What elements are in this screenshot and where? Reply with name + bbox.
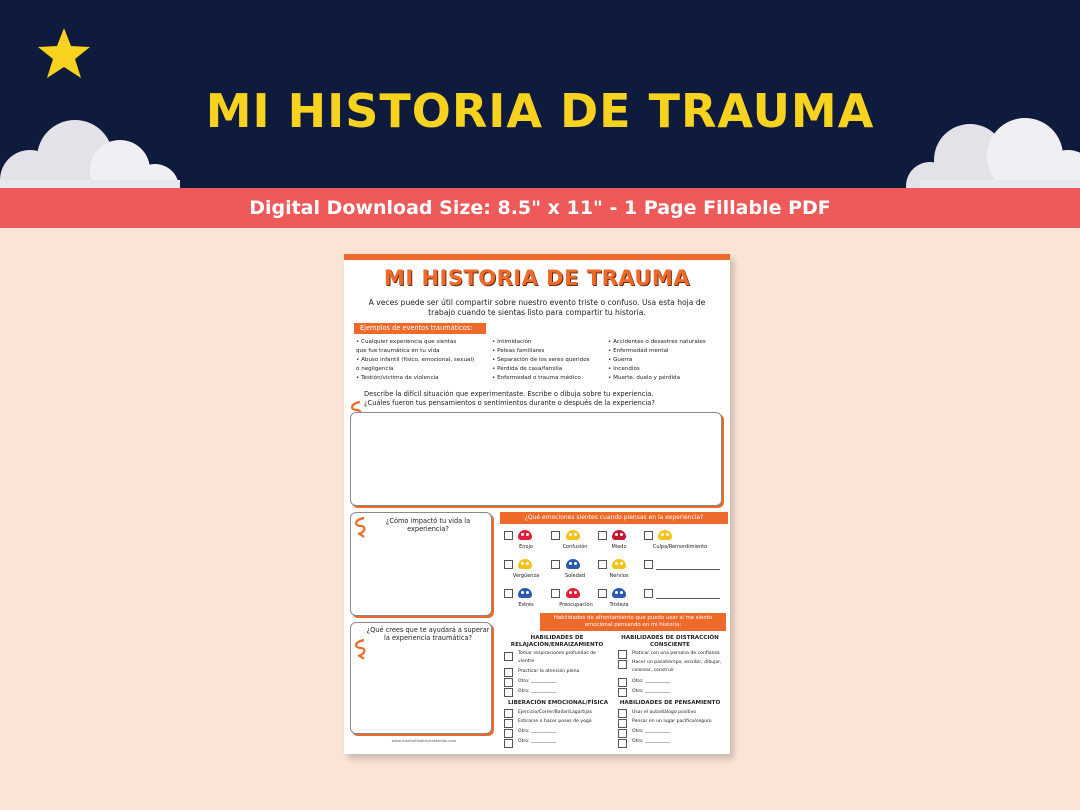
- emotion-icon: [518, 588, 532, 598]
- skill-checkbox[interactable]: [504, 739, 513, 748]
- download-strip: [0, 188, 1080, 228]
- emotion-write-line[interactable]: [656, 598, 720, 599]
- emotion-label: Culpa/Remordimiento: [652, 544, 708, 550]
- skill-checkbox[interactable]: [504, 719, 513, 728]
- emotion-label: Estrés: [518, 602, 534, 608]
- examples-label: Ejemplos de eventos traumáticos:: [354, 323, 486, 334]
- header-banner: [0, 0, 1080, 190]
- example-item: • Testión/víctima de violencia: [356, 375, 439, 381]
- skill-item: Otro: ___________: [632, 729, 671, 734]
- skill-item: vientre: [518, 659, 535, 664]
- emotion-checkbox[interactable]: [644, 560, 653, 569]
- worksheet-intro: A veces puede ser útil compartir sobre nuestro evento triste o confuso. Usa esta hoja de trabajo cuando te sientas listo para compartir tu historia.: [368, 298, 706, 317]
- skill-item: Otro: ___________: [518, 679, 557, 684]
- example-item: • Peleas familiares: [492, 348, 545, 354]
- emotion-icon: [518, 530, 532, 540]
- example-item: • Muerte, duelo y pérdida: [608, 375, 681, 381]
- emotion-label: Nervios: [609, 573, 629, 579]
- emotion-icon: [566, 530, 580, 540]
- describe-line-1: Describe la difícil situación que experimentaste. Escribe o dibuja sobre tu experiencia.: [364, 390, 654, 398]
- relax-skills-title: HABILIDADES DE RELAJACIÓN/ENRAIZAMIENTO: [510, 635, 604, 648]
- skill-checkbox[interactable]: [504, 729, 513, 738]
- emotion-write-line[interactable]: [656, 569, 720, 570]
- skill-item: Practicar la atención plena: [518, 669, 580, 674]
- skill-item: Platicar con una persona de confianza: [632, 651, 720, 656]
- example-item: o negligencia: [356, 366, 394, 372]
- download-info: Digital Download Size: 8.5" x 11" - 1 Page Fillable PDF: [249, 197, 831, 219]
- skill-item: Hacer un pasatiempo, escribir, dibujar,: [632, 660, 722, 665]
- emotion-checkbox[interactable]: [551, 560, 560, 569]
- skill-item: Ejercicio/Correr/Bailar/Lagartijas: [518, 710, 592, 715]
- emotion-checkbox[interactable]: [551, 531, 560, 540]
- emotion-icon: [612, 530, 626, 540]
- emotion-checkbox[interactable]: [504, 589, 513, 598]
- emotion-checkbox[interactable]: [644, 589, 653, 598]
- skill-checkbox[interactable]: [504, 709, 513, 718]
- help-question: ¿Qué crees que te ayudará a superar la experiencia traumática?: [366, 626, 490, 642]
- example-item: • Abuso infantil (físico, emocional, sexual): [356, 357, 475, 363]
- emotion-icon: [612, 559, 626, 569]
- skill-item: Pensar en un lugar pacífico/seguro: [632, 719, 712, 724]
- release-skills-title: LIBERACIÓN EMOCIONAL/FÍSICA: [507, 700, 609, 706]
- emotion-icon: [612, 588, 626, 598]
- emotion-icon: [566, 559, 580, 569]
- skill-checkbox[interactable]: [618, 709, 627, 718]
- distract-skills-title: HABILIDADES DE DISTRACCIÓN CONSCIENTE: [621, 635, 719, 648]
- emotion-checkbox[interactable]: [504, 531, 513, 540]
- skill-checkbox[interactable]: [618, 650, 627, 659]
- example-item: • Accidentes o desastres naturales: [608, 339, 706, 345]
- describe-line-2: ¿Cuáles fueron tus pensamientos o sentimientos durante o después de la experiencia?: [364, 399, 655, 407]
- example-item: que fue traumática en tu vida: [356, 348, 440, 354]
- emotion-label: Preocupación: [559, 602, 593, 608]
- emotion-label: Miedo: [611, 544, 627, 550]
- emotion-icon: [518, 559, 532, 569]
- emotion-label: Soledad: [564, 573, 586, 579]
- emotion-checkbox[interactable]: [551, 589, 560, 598]
- examples-column-1: [356, 338, 474, 383]
- footer-url: www.mentalhealthcenterkids.com: [391, 738, 457, 743]
- emotion-label: Confusión: [562, 544, 588, 550]
- emotion-checkbox[interactable]: [598, 589, 607, 598]
- skill-checkbox[interactable]: [618, 660, 627, 669]
- skill-item: Otro: ___________: [632, 739, 671, 744]
- page-title: MI HISTORIA DE TRAUMA: [205, 84, 875, 138]
- worksheet-top-stripe: [344, 254, 730, 260]
- emotion-icon: [566, 588, 580, 598]
- skill-item: Otro: ___________: [632, 689, 671, 694]
- emotion-icon: [658, 530, 672, 540]
- describe-prompt: [364, 390, 694, 408]
- skill-checkbox[interactable]: [504, 668, 513, 677]
- example-item: • Pérdida de casa/familia: [492, 366, 563, 372]
- skill-checkbox[interactable]: [618, 739, 627, 748]
- coping-skills-heading: Habilidades de afrontamiento que puedo usar si me siento emocional pensando en mi historia:: [540, 613, 726, 631]
- skill-item: Otro: ___________: [518, 729, 557, 734]
- emotion-checkbox[interactable]: [504, 560, 513, 569]
- skill-item: colorear, construir: [632, 668, 675, 673]
- example-item: • Intimidación: [492, 339, 532, 345]
- worksheet-preview: [344, 254, 730, 754]
- worksheet-title: MI HISTORIA DE TRAUMA: [383, 266, 691, 290]
- skill-checkbox[interactable]: [618, 719, 627, 728]
- skill-checkbox[interactable]: [618, 678, 627, 687]
- emotion-label: Tristeza: [609, 602, 629, 608]
- example-item: • Guerra: [608, 357, 633, 363]
- skill-checkbox[interactable]: [504, 652, 513, 661]
- example-item: • Incendios: [608, 366, 640, 372]
- emotion-checkbox[interactable]: [598, 531, 607, 540]
- emotion-label: Enojo: [519, 544, 533, 550]
- skill-checkbox[interactable]: [504, 678, 513, 687]
- emotion-checkbox[interactable]: [644, 531, 653, 540]
- skill-checkbox[interactable]: [618, 729, 627, 738]
- skill-checkbox[interactable]: [504, 688, 513, 697]
- skill-checkbox[interactable]: [618, 688, 627, 697]
- skill-item: Otro: ___________: [518, 739, 557, 744]
- example-item: • Separación de los seres queridos: [492, 357, 590, 363]
- star-icon: [36, 26, 92, 82]
- skill-item: Otro: ___________: [518, 689, 557, 694]
- skill-item: Estirarse o hacer poses de yoga: [518, 719, 592, 724]
- skill-item: Tomar respiraciones profundas de: [518, 651, 596, 656]
- skill-item: Usar el autodiálogo positivo: [632, 710, 697, 715]
- story-drawing-box[interactable]: [350, 412, 722, 506]
- example-item: • Enfermedad o trauma médico: [492, 375, 581, 381]
- swirl-icon: [352, 516, 368, 538]
- emotions-question: ¿Qué emociones sientes cuando piensas en la experiencia?: [500, 512, 728, 524]
- emotion-checkbox[interactable]: [598, 560, 607, 569]
- example-item: • Cualquier experiencia que sientas: [356, 339, 457, 345]
- impact-question: ¿Cómo impactó tu vida la experiencia?: [385, 517, 471, 533]
- examples-column-3: [608, 338, 706, 383]
- skill-item: Otro: ___________: [632, 679, 671, 684]
- example-item: • Enfermedad mental: [608, 348, 669, 354]
- emotion-label: Vergüenza: [512, 573, 540, 579]
- examples-column-2: [492, 338, 590, 383]
- thinking-skills-title: HABILIDADES DE PENSAMIENTO: [619, 700, 721, 706]
